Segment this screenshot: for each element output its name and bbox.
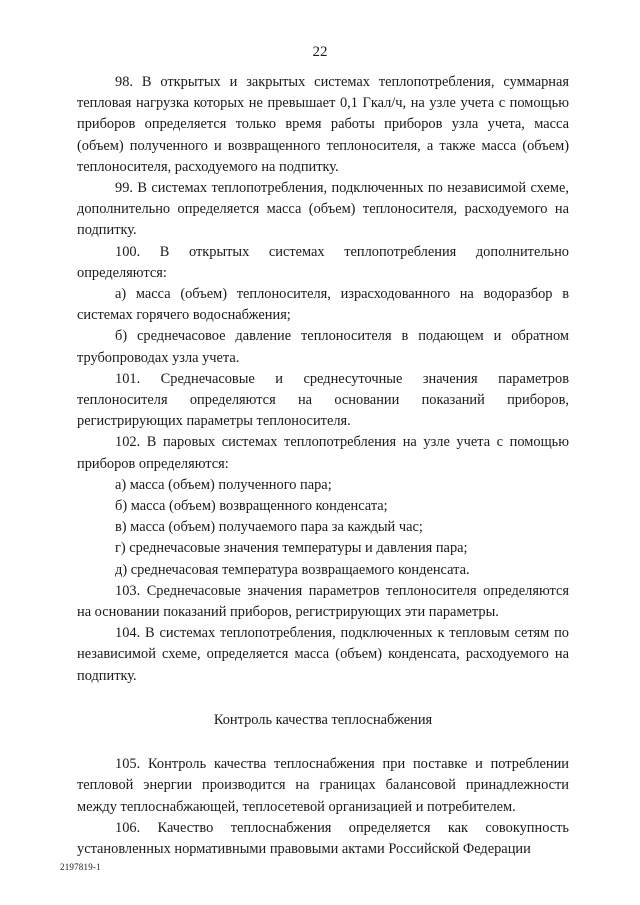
document-body xyxy=(77,72,569,860)
list-item-102-b: б) масса (объем) возвращенного конденсата; xyxy=(115,498,388,515)
paragraph-101: 101. Среднечасовые и среднесуточные значения параметров теплоносителя определяются на основании показаний приборов, регистрирующих параметры теплоносителя. xyxy=(77,370,569,430)
paragraph-106: 106. Качество теплоснабжения определяется как совокупность установленных нормативными правовыми актами Российской Федерации xyxy=(77,819,569,857)
list-item-102-a: а) масса (объем) полученного пара; xyxy=(115,476,332,493)
list-item-102-c: в) масса (объем) получаемого пара за каждый час; xyxy=(115,519,423,536)
list-item-100-b: б) среднечасовое давление теплоносителя в подающем и обратном трубопроводах узла учета. xyxy=(77,328,569,366)
paragraph-99: 99. В системах теплопотребления, подключенных по независимой схеме, дополнительно определяется масса (объем) теплоносителя, расходуемого на подпитку. xyxy=(77,180,569,239)
paragraph-104: 104. В системах теплопотребления, подключенных к тепловым сетям по независимой схеме, определяется масса (объем) конденсата, расходуемого на подпитку. xyxy=(77,625,569,684)
list-item-100-a: а) масса (объем) теплоносителя, израсходованного на водоразбор в системах горячего водоснабжения; xyxy=(77,286,569,324)
paragraph-105: 105. Контроль качества теплоснабжения при поставке и потреблении тепловой энергии производится на границах балансовой принадлежности между теплоснабжающей, теплосетевой организацией и потребителем. xyxy=(77,756,569,815)
list-item-102-d: г) среднечасовые значения температуры и давления пара; xyxy=(115,540,468,557)
paragraph-103: 103. Среднечасовые значения параметров теплоносителя определяются на основании показаний приборов, регистрирующих эти параметры. xyxy=(77,582,569,621)
document-code: 2197819-1 xyxy=(60,862,101,872)
paragraph-100: 100. В открытых системах теплопотребления дополнительно определяются: xyxy=(77,243,569,281)
paragraph-102: 102. В паровых системах теплопотребления на узле учета с помощью приборов определяются: xyxy=(77,434,569,472)
paragraph-98: 98. В открытых и закрытых системах теплопотребления, суммарная тепловая нагрузка которых не превышает 0,1 Гкал/ч, на узле учета с помощью приборов определяется только время работы приборов узла учета, масса (объем) полученного и возвращенного теплоносителя, а также масса (объем) теплоносителя, расходуемого на подпитку. xyxy=(77,74,569,175)
list-item-102-e: д) среднечасовая температура возвращаемого конденсата. xyxy=(115,561,470,578)
section-heading: Контроль качества теплоснабжения xyxy=(213,711,433,728)
page-number: 22 xyxy=(312,44,328,60)
